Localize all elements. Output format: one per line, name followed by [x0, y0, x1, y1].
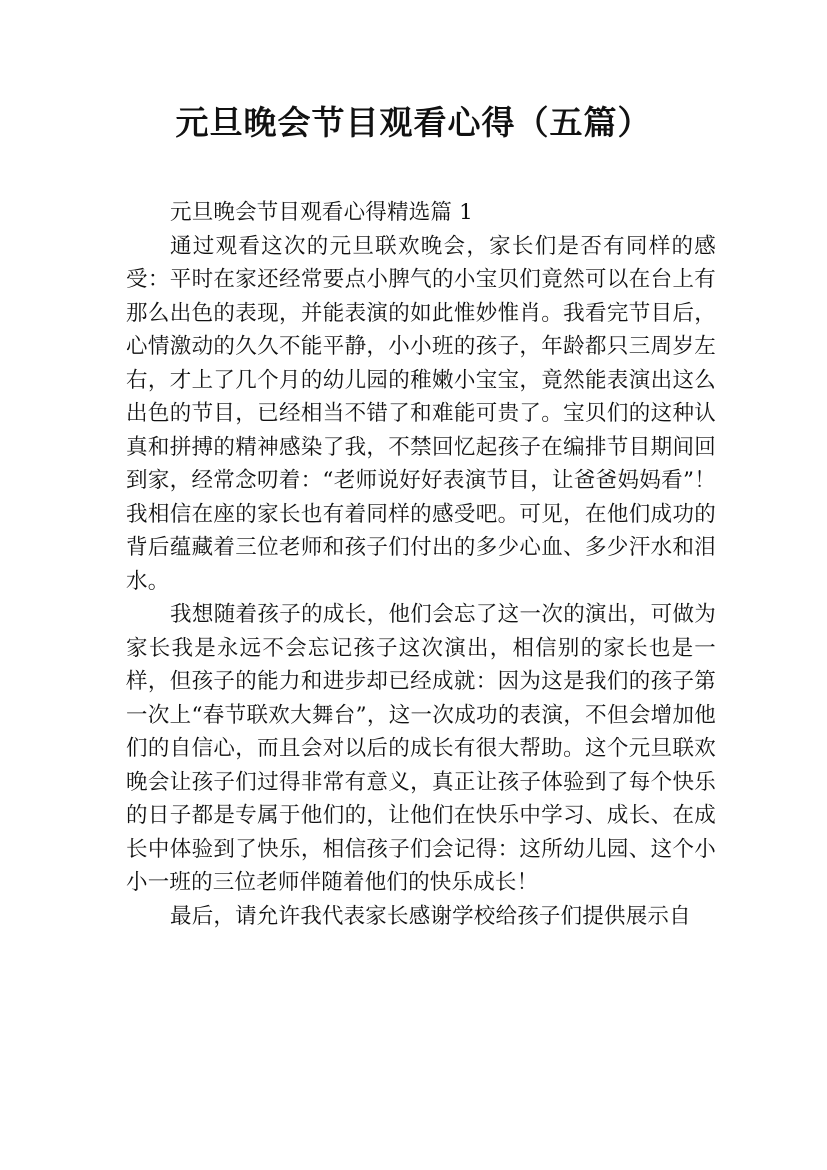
document-body — [126, 196, 716, 933]
paragraph-3: 最后，请允许我代表家长感谢学校给孩子们提供展示自 — [170, 903, 691, 929]
section-heading: 元旦晚会节目观看心得精选篇 1 — [170, 200, 474, 225]
document-title: 元旦晚会节目观看心得（五篇） — [175, 103, 652, 142]
paragraph-1: 通过观看这次的元旦联欢晚会，家长们是否有同样的感受：平时在家还经常要点小脾气的小宝贝们竟然可以在台上有那么出色的表现，并能表演的如此惟妙惟肖。我看完节目后，心情激动的久久不能平静，小小班的孩子，年龄都只三周岁左右，才上了几个月的幼儿园的稚嫩小宝宝，竟然能表演出这么出色的节目，已经相当不错了和难能可贵了。宝贝们的这种认真和拼搏的精神感染了我，不禁回忆起孩子在编排节目期间回到家，经常念叨着：“老师说好好表演节目，让爸爸妈妈看”！我相信在座的家长也有着同样的感受吧。可见，在他们成功的背后蕴藏着三位老师和孩子们付出的多少心血、多少汗水和泪水。 — [126, 233, 716, 594]
paragraph-2: 我想随着孩子的成长，他们会忘了这一次的演出，可做为家长我是永远不会忘记孩子这次演出，相信别的家长也是一样，但孩子的能力和进步却已经成就：因为这是我们的孩子第一次上“春节联欢大舞台”，这一次成功的表演，不但会增加他们的自信心，而且会对以后的成长有很大帮助。这个元旦联欢晚会让孩子们过得非常有意义，真正让孩子体验到了每个快乐的日子都是专属于他们的，让他们在快乐中学习、成长、在成长中体验到了快乐，相信孩子们会记得：这所幼儿园、这个小小一班的三位老师伴随着他们的快乐成长！ — [126, 602, 716, 895]
